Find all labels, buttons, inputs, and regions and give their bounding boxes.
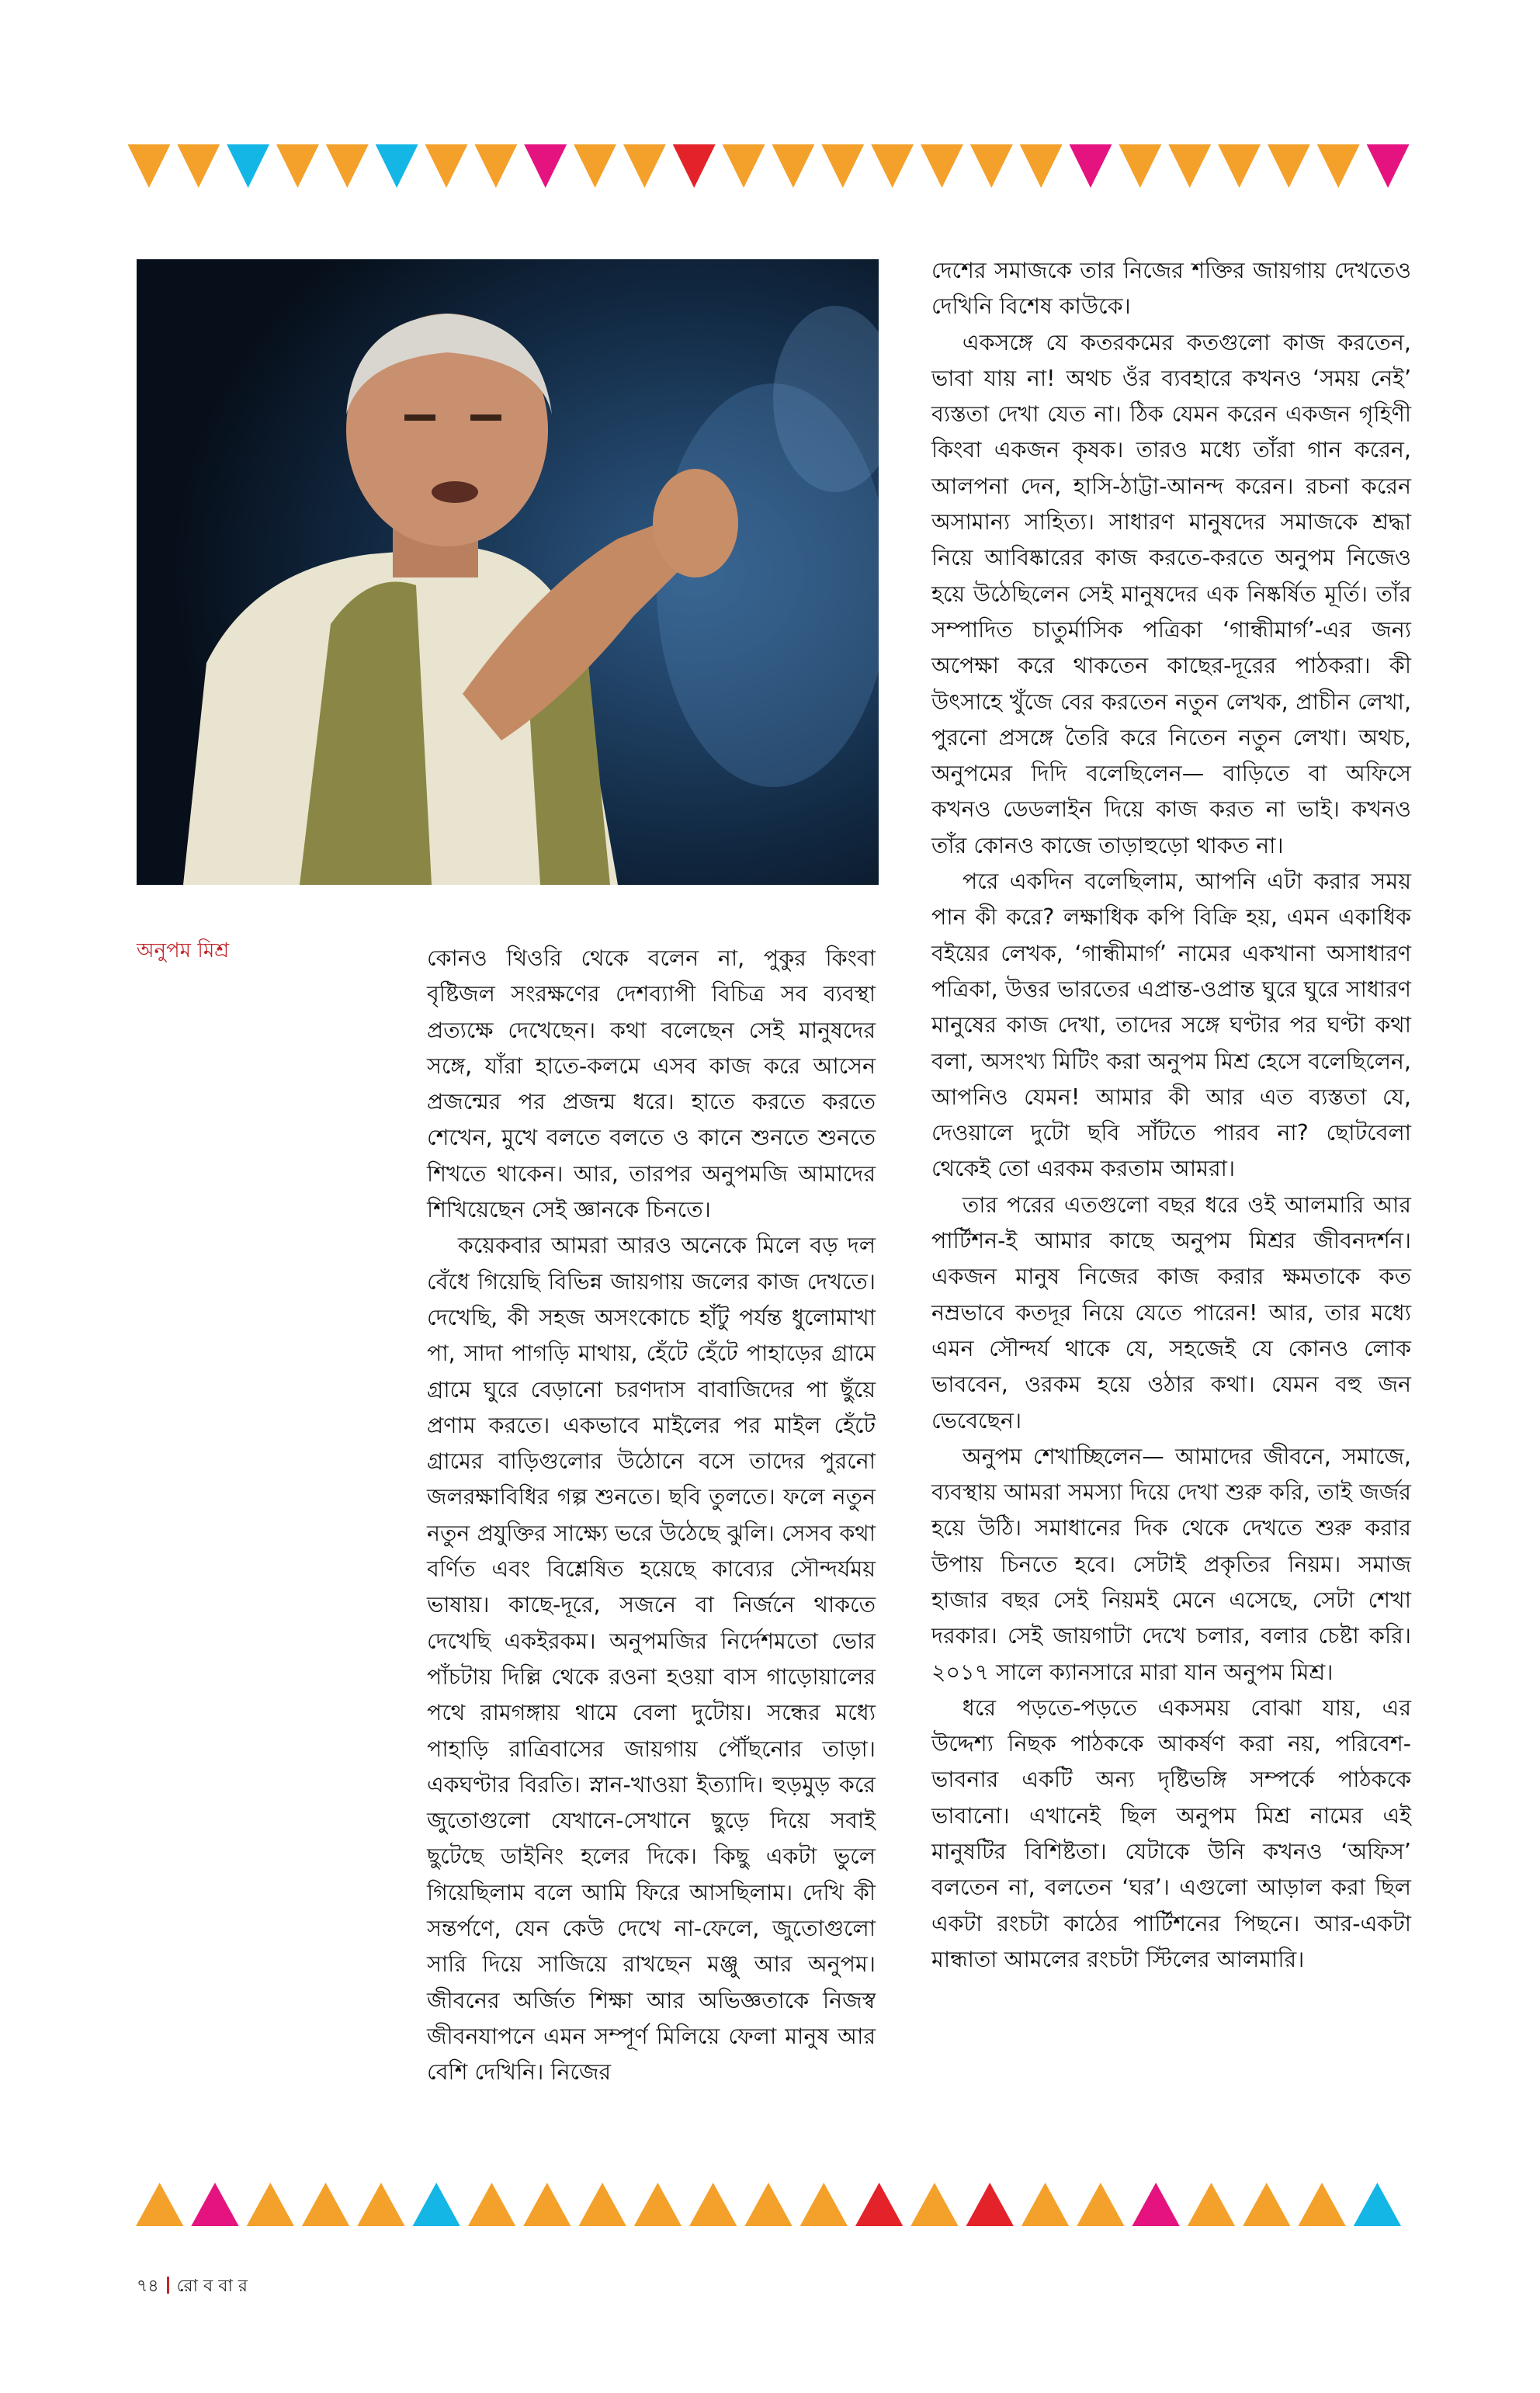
bunting-triangle [1188, 2183, 1235, 2226]
bunting-triangle [1298, 2183, 1345, 2226]
bunting-triangle [227, 144, 269, 188]
bunting-triangle [1218, 144, 1261, 188]
bunting-triangle [413, 2183, 460, 2226]
bunting-triangle [191, 2183, 238, 2226]
bunting-triangle [966, 2183, 1014, 2226]
portrait-photo [137, 259, 879, 885]
article-column-middle [427, 941, 876, 2091]
bunting-triangle [247, 2183, 294, 2226]
bunting-triangle [1070, 144, 1112, 188]
bunting-triangle [524, 144, 567, 188]
bunting-triangle [523, 2183, 571, 2226]
bunting-triangle [1268, 144, 1310, 188]
bunting-triangle [357, 2183, 404, 2226]
footer-separator [167, 2277, 169, 2294]
bunting-triangle [1317, 144, 1360, 188]
bunting-triangle [970, 144, 1013, 188]
bunting-triangle [574, 144, 616, 188]
article-column-right [931, 253, 1411, 1978]
bunting-triangle [326, 144, 369, 188]
bunting-triangle [634, 2183, 682, 2226]
bunting-triangle [302, 2183, 349, 2226]
bunting-triangle [127, 144, 170, 188]
bunting-triangle [136, 2183, 183, 2226]
article-paragraph: কোনও থিওরি থেকে বলেন না, পুকুর কিংবা বৃষ্টিজল সংরক্ষণের দেশব্যাপী বিচিত্র সব ব্যবস্থা প্রত্যক্ষে দেখেছেন। কথা বলেছেন সেই মানুষদের সঙ্গে, যাঁরা হাতে-কলমে এসব কাজ করে আসেন প্রজন্মের পর প্রজন্ম ধরে। হাতে করতে করতে শেখেন, মুখে বলতে বলতে ও কানে শুনতে শুনতে শিখতে থাকেন। আর, তারপর অনুপমজি আমাদের শিখিয়েছেন সেই জ্ঞানকে চিনতে। [427, 945, 876, 1223]
article-paragraph: একসঙ্গে যে কতরকমের কতগুলো কাজ করতেন, ভাবা যায় না! অথচ ওঁর ব্যবহারে কখনও ‘সময় নেই’ ব্যস্ততা দেখা যেত না। ঠিক যেমন করেন একজন গৃহিণী কিংবা একজন কৃষক। তারও মধ্যে তাঁরা গান করেন, আলপনা দেন, হাসি-ঠাট্টা-আনন্দ করেন। রচনা করেন অসামান্য সাহিত্য। সাধারণ মানুষদের সমাজকে শ্রদ্ধা নিয়ে আবিষ্কারের কাজ করতে-করতে অনুপম নিজেও হয়ে উঠেছিলেন সেই মানুষদের এক নিষ্কর্ষিত মূর্তি। তাঁর সম্পাদিত চাতুর্মাসিক পত্রিকা ‘গান্ধীমার্গ’-এর জন্য অপেক্ষা করে থাকতেন কাছের-দূরের পাঠকরা। কী উৎসাহে খুঁজে বের করতেন নতুন লেখক, প্রাচীন লেখা, পুরনো প্রসঙ্গে তৈরি করে নিতেন নতুন লেখা। অথচ, অনুপমের দিদি বলেছিলেন— বাড়িতে বা অফিসে কখনও ডেডলাইন দিয়ে কাজ করত না ভাই। কখনও তাঁর কোনও কাজে তাড়াহুড়ো থাকত না। [931, 329, 1411, 858]
bunting-triangle [1119, 144, 1161, 188]
bunting-triangle [689, 2183, 737, 2226]
bunting-triangle [800, 2183, 848, 2226]
bunting-triangle [871, 144, 914, 188]
bunting-triangle [723, 144, 765, 188]
bunting-triangle [821, 144, 864, 188]
bunting-triangle [921, 144, 963, 188]
decorative-bunting-top [124, 144, 1413, 191]
bunting-triangle [474, 144, 517, 188]
bunting-triangle [578, 2183, 626, 2226]
bunting-triangle [276, 144, 319, 188]
bunting-triangle [1367, 144, 1410, 188]
article-paragraph: পরে একদিন বলেছিলাম, আপনি এটা করার সময় পান কী করে? লক্ষাধিক কপি বিক্রি হয়, এমন একাধিক বইয়ের লেখক, ‘গান্ধীমার্গ’ নামের একখানা অসাধারণ পত্রিকা, উত্তর ভারতের এপ্রান্ত-ওপ্রান্ত ঘুরে ঘুরে সাধারণ মানুষের কাজ দেখা, তাদের সঙ্গে ঘণ্টার পর ঘণ্টা কথা বলা, অসংখ্য মিটিং করা অনুপম মিশ্র হেসে বলেছিলেন, আপনিও যেমন! আমার কী আর এত ব্যস্ততা যে, দেওয়ালে দুটো ছবি সাঁটতে পারব না? ছোটবেলা থেকেই তো এরকম করতাম আমরা। [931, 869, 1411, 1182]
magazine-name: রো ব বা র [176, 2277, 248, 2296]
article-paragraph: দেশের সমাজকে তার নিজের শক্তির জায়গায় দেখতেও দেখিনি বিশেষ কাউকে। [931, 258, 1411, 320]
article-paragraph: ধরে পড়তে-পড়তে একসময় বোঝা যায়, এর উদ্দেশ্য নিছক পাঠককে আকর্ষণ করা নয়, পরিবেশ-ভাবনার একটি অন্য দৃষ্টিভঙ্গি সম্পর্কে পাঠককে ভাবানো। এখানেই ছিল অনুপম মিশ্র নামের এই মানুষটির বিশিষ্টতা। যেটাকে উনি কখনও ‘অফিস’ বলতেন না, বলতেন ‘ঘর’। এগুলো আড়াল করা ছিল একটা রংচটা কাঠের পার্টিশনের পিছনে। আর-একটা মান্ধাতা আমলের রংচটা স্টিলের আলমারি। [931, 1694, 1411, 1972]
bunting-triangle [1020, 144, 1063, 188]
photo-caption: অনুপম মিশ্র [137, 939, 230, 962]
bunting-triangle [1243, 2183, 1290, 2226]
article-paragraph: তার পরের এতগুলো বছর ধরে ওই আলমারি আর পার্টিশন-ই আমার কাছে অনুপম মিশ্রর জীবনদর্শন। একজন মানুষ নিজের কাজ করার ক্ষমতাকে কত নম্রভাবে কতদূর নিয়ে যেতে পারেন! আর, তার মধ্যে এমন সৌন্দর্য থাকে যে, সহজেই যে কোনও লোক ভাববেন, ওরকম হয়ে ওঠার কথা। যেমন বহু জন ভেবেছেন। [931, 1191, 1411, 1434]
article-paragraph: অনুপম শেখাচ্ছিলেন— আমাদের জীবনে, সমাজে, ব্যবস্থায় আমরা সমস্যা দিয়ে দেখা শুরু করি, তাই জর্জর হয়ে উঠি। সমাধানের দিক থেকে দেখতে শুরু করার উপায় চিনতে হবে। সেটাই প্রকৃতির নিয়ম। সমাজ হাজার বছর সেই নিয়মই মেনে এসেছে, সেটা শেখা দরকার। সেই জায়গাটা দেখে চলার, বলার চেষ্টা করি। ২০১৭ সালে ক্যানসারে মারা যান অনুপম মিশ্র। [931, 1443, 1411, 1685]
decorative-bunting-bottom [132, 2183, 1405, 2229]
bunting-triangle [910, 2183, 958, 2226]
bunting-triangle [1021, 2183, 1069, 2226]
bunting-triangle [468, 2183, 515, 2226]
portrait-photo-icon [137, 259, 879, 885]
bunting-triangle [425, 144, 468, 188]
bunting-triangle [1077, 2183, 1124, 2226]
bunting-triangle [1354, 2183, 1401, 2226]
bunting-triangle [744, 2183, 792, 2226]
bunting-triangle [673, 144, 716, 188]
bunting-triangle [1168, 144, 1211, 188]
bunting-triangle [376, 144, 418, 188]
page-footer [137, 2273, 248, 2301]
bunting-triangle [177, 144, 220, 188]
bunting-triangle [772, 144, 814, 188]
bunting-triangle [1132, 2183, 1179, 2226]
article-paragraph: কয়েকবার আমরা আরও অনেকে মিলে বড় দল বেঁধে গিয়েছি বিভিন্ন জায়গায় জলের কাজ দেখতে। দেখেছি, কী সহজ অসংকোচে হাঁটু পর্যন্ত ধুলোমাখা পা, সাদা পাগড়ি মাথায়, হেঁটে হেঁটে পাহাড়ের গ্রামে গ্রামে ঘুরে বেড়ানো চরণদাস বাবাজিদের পা ছুঁয়ে প্রণাম করতে। একভাবে মাইলের পর মাইল হেঁটে গ্রামের বাড়িগুলোর উঠোনে বসে তাদের পুরনো জলরক্ষাবিধির গল্প শুনতে। ছবি তুলতে। ফলে নতুন নতুন প্রযুক্তির সাক্ষ্যে ভরে উঠেছে ঝুলি। সেসব কথা বর্ণিত এবং বিশ্লেষিত হয়েছে কাব্যের সৌন্দর্যময় ভাষায়। কাছে-দূরে, সজনে বা নির্জনে থাকতে দেখেছি একইরকম। অনুপমজির নির্দেশমতো ভোর পাঁচটায় দিল্লি থেকে রওনা হওয়া বাস গাড়োয়ালের পথে রামগঙ্গায় থামে বেলা দুটোয়। সন্ধের মধ্যে পাহাড়ি রাত্রিবাসের জায়গায় পৌঁছনোর তাড়া। একঘণ্টার বিরতি। স্নান-খাওয়া ইত্যাদি। হুড়মুড় করে জুতোগুলো যেখানে-সেখানে ছুড়ে দিয়ে সবাই ছুটেছে ডাইনিং হলের দিকে। কিছু একটা ভুলে গিয়েছিলাম বলে আমি ফিরে আসছিলাম। দেখি কী সন্তর্পণে, যেন কেউ দেখে না-ফেলে, জুতোগুলো সারি দিয়ে সাজিয়ে রাখছেন মঞ্জু আর অনুপম। জীবনের অর্জিত শিক্ষা আর অভিজ্ঞতাকে নিজস্ব জীবনযাপনে এমন সম্পূর্ণ মিলিয়ে ফেলা মানুষ আর বেশি দেখিনি। নিজের [427, 1233, 876, 2086]
bunting-triangle [855, 2183, 903, 2226]
bunting-triangle [623, 144, 666, 188]
page-number: ৭৪ [137, 2277, 159, 2296]
